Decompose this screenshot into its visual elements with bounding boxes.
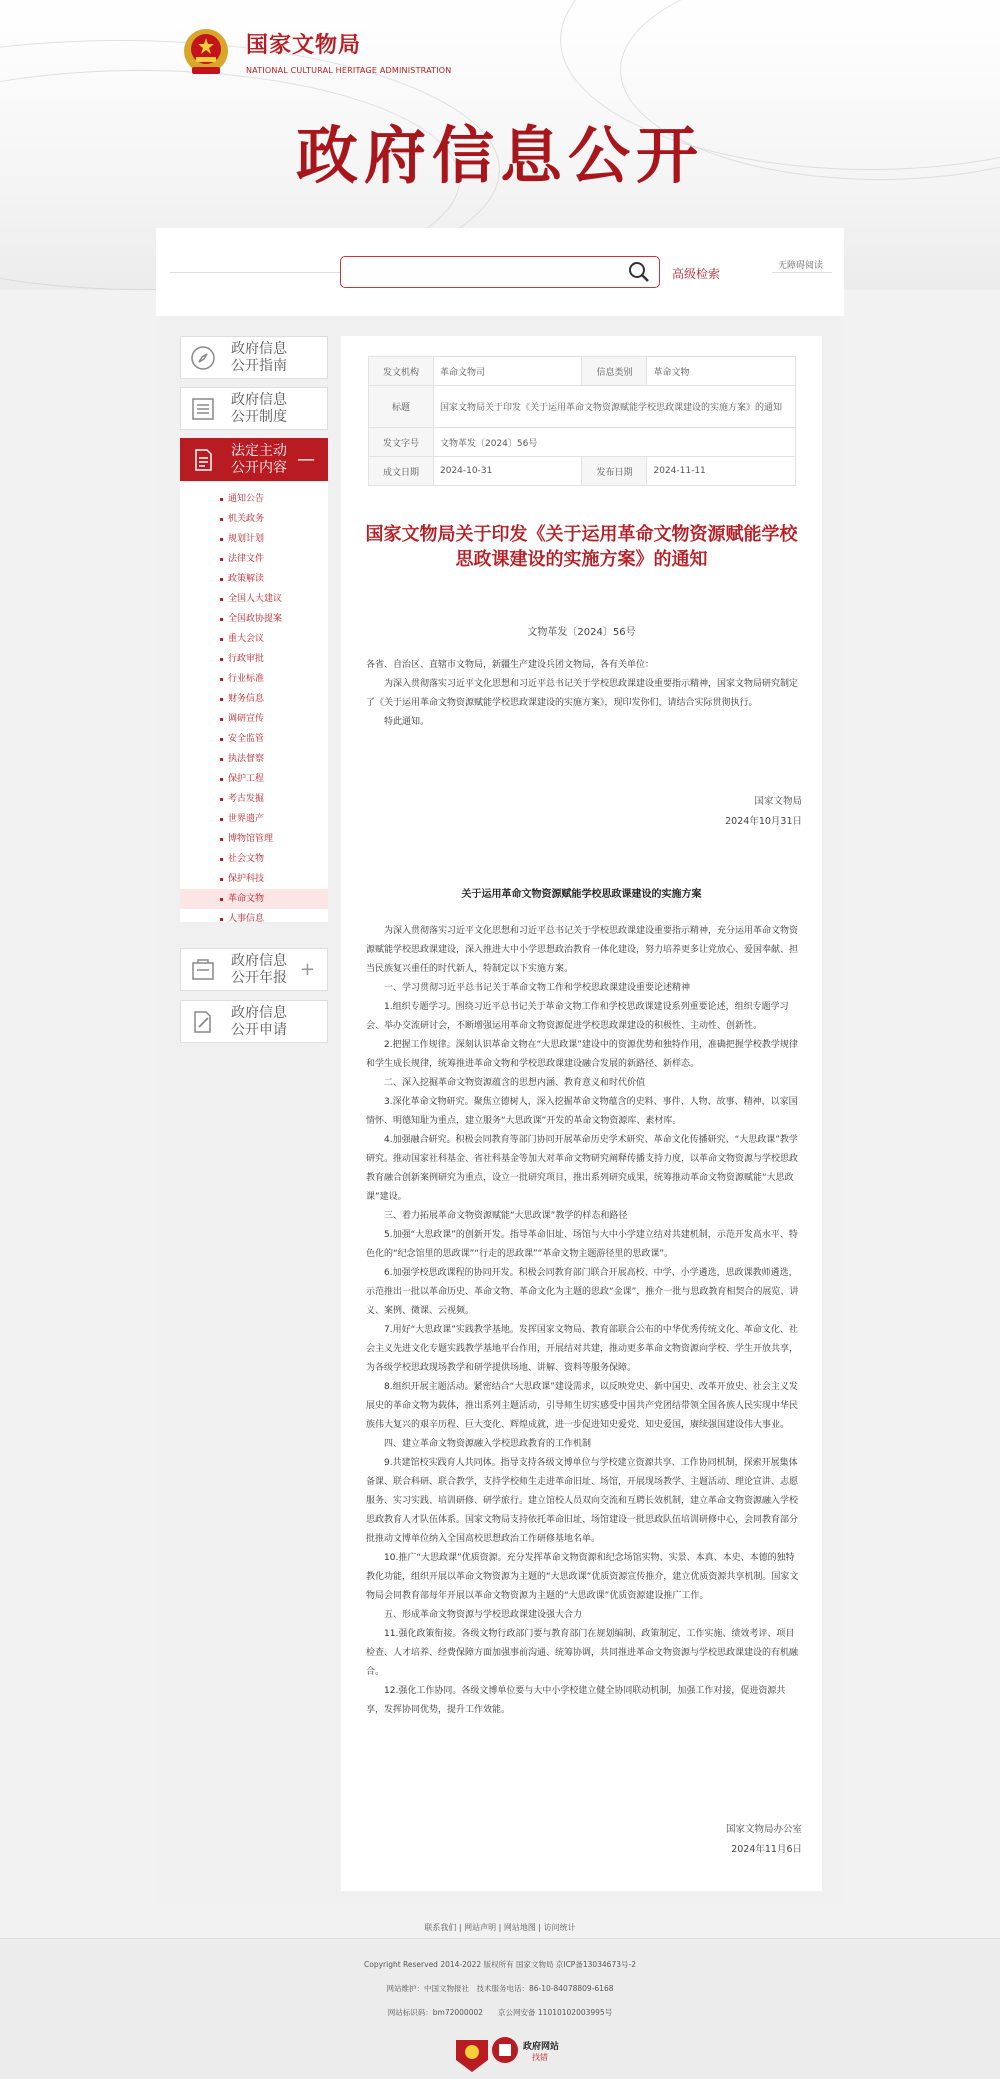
site-maintainer: 网站维护：中国文物报社 技术服务电话：86-10-84078809-6168: [386, 1984, 614, 1993]
signature-date: 2024年10月31日: [725, 816, 802, 827]
compass-icon: [190, 345, 216, 371]
plan-title: 关于运用革命文物资源赋能学校思政课建设的实施方案: [461, 889, 702, 900]
intro-paragraph: 为深入贯彻落实习近平文化思想和习近平总书记关于学校思政课建设重要指示精神，国家文物局研究制定了《关于运用革命文物资源赋能学校思政课建设的实施方案》，现印发你们，请结合实际贯彻执行。: [366, 679, 799, 708]
subnav-item[interactable]: 财务信息: [180, 689, 328, 709]
expand-icon[interactable]: +: [299, 959, 315, 980]
subnav-item[interactable]: 调研宣传: [180, 709, 328, 729]
site-code: 网站标识码：bm72000002 京公网安备 11010102003995号: [387, 2008, 613, 2017]
subnav-item[interactable]: 保护科技: [180, 869, 328, 889]
subnav-item[interactable]: 全国人大建议: [180, 589, 328, 609]
page-title: 政府信息公开: [295, 119, 704, 192]
plan-paragraph: 11.强化政策衔接。各级文物行政部门要与教育部门在规划编制、政策制定、工作实施、绩效考评、项目检查、人才培养、经费保障方面加强事前沟通、统筹协调，共同推进革命文物资源与学校思政课建设的有机融合。: [366, 1629, 799, 1677]
plan-paragraph: 2.把握工作规律。深刻认识革命文物在“大思政课”建设中的资源优势和独特作用，准确把握学校教学规律和学生成长规律，统筹推进革命文物和学校思政课建设融合发展的新路径、新样态。: [366, 1040, 798, 1069]
signature-block-2: [726, 1820, 802, 1860]
org-name[interactable]: 国家文物局: [246, 33, 362, 58]
signature-date: 2024年11月6日: [731, 1844, 802, 1855]
sidebar-item-guide[interactable]: [180, 336, 328, 379]
sidebar-item-application[interactable]: [180, 1000, 328, 1043]
search-bar: [156, 228, 844, 316]
error-report-label[interactable]: 政府网站: [523, 2042, 560, 2052]
plan-paragraph: 4.加强融合研究。积极会同教育等部门协同开展革命历史学术研究、革命文化传播研究、“大思政课”教学研究。推动国家社科基金、省社科基金等加大对革命文物研究阐释传播支持力度，以革命文物资源与学校思政教育融合创新案例研究为重点，设立一批研究项目，推出系列研究成果，统筹推动革命文物资源赋能“大思政课”建设。: [366, 1135, 799, 1202]
error-report-sublabel[interactable]: 找错: [532, 2053, 548, 2062]
collapse-icon[interactable]: —: [297, 449, 315, 470]
subnav-item[interactable]: 博物馆管理: [180, 829, 328, 849]
sidebar-item-system[interactable]: [180, 387, 328, 430]
sidebar-item-label: 政府信息 公开申请: [231, 1005, 287, 1038]
copyright: Copyright Reserved 2014-2022 版权所有 国家文物局 京ICP备13034673号-2: [364, 1960, 636, 1969]
subnav-item[interactable]: 安全监管: [180, 729, 328, 749]
subnav-item[interactable]: 法律文件: [180, 549, 328, 569]
subnav-item[interactable]: 行政审批: [180, 649, 328, 669]
footer: [0, 1938, 1000, 2079]
closing: 特此通知。: [384, 717, 430, 727]
subnav-item[interactable]: 通知公告: [180, 489, 328, 509]
plan-paragraph: 一、学习贯彻习近平总书记关于革命文物工作和学校思政课建设重要论述精神: [384, 983, 691, 993]
edit-icon: [190, 1009, 216, 1035]
error-report-icon[interactable]: [490, 2035, 520, 2065]
accessibility-link[interactable]: 无障碍阅读: [778, 261, 824, 271]
plan-paragraph: 5.加强“大思政课”的创新开发。指导革命旧址、场馆与大中小学建立结对共建机制，示范开发高水平、特色化的“纪念馆里的思政课”“行走的思政课”“革命文物主题游径里的思政课”。: [366, 1230, 798, 1259]
plan-paragraph: 6.加强学校思政课程的协同开发。积极会同教育部门联合开展高校、中学、小学遴选，思政课教师遴选，示范推出一批以革命历史、革命文物、革命文化为主题的思政“金课”，推介一批与思政教育相契合的展览、讲义、案例、微课、云视频。: [366, 1268, 799, 1316]
subnav-item[interactable]: 人事信息: [180, 909, 328, 929]
plan-paragraph: 7.用好“大思政课”实践教学基地。发挥国家文物局、教育部联合公布的中华优秀传统文化、革命文化、社会主义先进文化专题实践教学基地平台作用，开展结对共建，推动更多革命文物资源向学校、学生开放共享，为各级学校思政现场教学和研学提供场地、讲解、资料等服务保障。: [366, 1325, 799, 1373]
sidebar-item-statutory-content[interactable]: [180, 438, 328, 481]
meta-label: 发文字号: [369, 428, 434, 457]
meta-issuer: 革命文物司: [434, 357, 582, 386]
subnav-item[interactable]: 社会文物: [180, 849, 328, 869]
signature-block: [725, 792, 802, 832]
report-icon: [190, 957, 216, 983]
subnav-item[interactable]: 执法督察: [180, 749, 328, 769]
plan-paragraph: 三、着力拓展革命文物资源赋能“大思政课”教学的样态和路径: [384, 1211, 628, 1221]
subnav-item[interactable]: 规划计划: [180, 529, 328, 549]
signature-org: 国家文物局办公室: [725, 1824, 802, 1835]
plan-paragraph: 9.共建馆校实践育人共同体。指导支持各级文博单位与学校建立资源共享、工作协同机制，探索开展集体备课、联合科研、联合教学，支持学校师生走进革命旧址、场馆，开展现场教学、主题活动、理论宣讲、志愿服务、实习实践、培训研修、研学旅行。建立馆校人员双向交流和互聘长效机制，建立革命文物资源融入学校思政教育人才队伍体系。国家文物局支持依托革命旧址、场馆建设一批思政队伍培训研修中心，会同教育部分批推动文博单位纳入全国高校思想政治工作研修基地名单。: [366, 1458, 799, 1544]
search-icon[interactable]: [626, 261, 652, 283]
search-input[interactable]: [340, 256, 660, 288]
plan-paragraph: 1.组织专题学习。围绕习近平总书记关于革命文物工作和学校思政课建设系列重要论述，组织专题学习会、举办交流研讨会，不断增强运用革命文物资源促进学校思政课建设的积极性、主动性、创新性。: [366, 1002, 789, 1031]
subnav-item[interactable]: 全国政协提案: [180, 609, 328, 629]
meta-category: 革命文物: [647, 357, 796, 386]
notice-body: [366, 656, 800, 732]
meta-label: 发布日期: [582, 457, 647, 486]
plan-body: [366, 922, 800, 1720]
sidebar-subnav: [180, 482, 328, 922]
plan-paragraph: 8.组织开展主题活动。紧密结合“大思政课”建设需求，以反映党史、新中国史、改革开放史、社会主义发展史的革命文物为载体，推出系列主题活动，引导师生切实感受中国共产党团结带领全国各族人民实现中华民族伟大复兴的艰辛历程、巨大变化、辉煌成就，进一步促进知史爱党、知史爱国，赓续强国建设伟大事业。: [366, 1382, 799, 1430]
subnav-item[interactable]: 考古发掘: [180, 789, 328, 809]
meta-docno: 文物革发〔2024〕56号: [434, 428, 796, 457]
plan-paragraph: 四、建立革命文物资源融入学校思政教育的工作机制: [384, 1439, 592, 1449]
article-panel: [341, 336, 822, 1891]
sidebar-item-label: 政府信息 公开指南: [231, 341, 287, 374]
sidebar-item-label: 政府信息 公开年报: [231, 953, 287, 986]
subnav-item[interactable]: 政策解读: [180, 569, 328, 589]
subnav-item[interactable]: 机关政务: [180, 509, 328, 529]
meta-label: 信息类别: [582, 357, 647, 386]
party-government-badge-icon[interactable]: [452, 2034, 492, 2074]
meta-date: 2024-10-31: [434, 457, 582, 486]
sidebar-item-label: 政府信息 公开制度: [231, 392, 287, 425]
document-number: 文物革发〔2024〕56号: [527, 627, 636, 638]
plan-paragraph: 为深入贯彻落实习近平文化思想和习近平总书记关于学校思政课建设重要指示精神，充分运用革命文物资源赋能学校思政课建设，深入推进大中小学思想政治教育一体化建设，努力培养更多让党放心、爱国奉献、担当民族复兴重任的时代新人，特制定以下实施方案。: [366, 926, 799, 974]
national-emblem-icon[interactable]: [182, 27, 230, 77]
footer-links[interactable]: 联系我们 | 网站声明 | 网站地图 | 访问统计: [424, 1923, 576, 1932]
org-name-english: NATIONAL CULTURAL HERITAGE ADMINISTRATION: [246, 66, 452, 75]
divider: [170, 272, 345, 273]
plan-paragraph: 二、深入挖掘革命文物资源蕴含的思想内涵、教育意义和时代价值: [384, 1078, 646, 1088]
meta-label: 标题: [369, 386, 434, 428]
sidebar-item-label: 法定主动 公开内容: [231, 443, 287, 476]
meta-title: 国家文物局关于印发《关于运用革命文物资源赋能学校思政课建设的实施方案》的通知: [434, 386, 796, 428]
subnav-item[interactable]: 重大会议: [180, 629, 328, 649]
subnav-item[interactable]: 世界遗产: [180, 809, 328, 829]
plan-paragraph: 3.深化革命文物研究。聚焦立德树人，深入挖掘革命文物蕴含的史料、事件、人物、故事、精神，以家国情怀、明德知耻为重点，建立服务“大思政课”开发的革命文物资源库、素材库。: [366, 1097, 798, 1126]
signature-org: 国家文物局: [754, 796, 802, 807]
advanced-search-link[interactable]: 高级检索: [672, 267, 721, 281]
subnav-item[interactable]: 保护工程: [180, 769, 328, 789]
plan-paragraph: 12.强化工作协同。各级文博单位要与大中小学校建立健全协同联动机制，加强工作对接，促进资源共享，发挥协同优势，提升工作效能。: [366, 1686, 786, 1715]
sidebar-item-annual-report[interactable]: [180, 948, 328, 991]
meta-label: 发文机构: [369, 357, 434, 386]
document-icon: [190, 447, 216, 473]
subnav-item[interactable]: 行业标准: [180, 669, 328, 689]
meta-pubdate: 2024-11-11: [647, 457, 796, 486]
plan-paragraph: 10.推广“大思政课”优质资源。充分发挥革命文物资源和纪念场馆实物、实景、本真、本史、本德的独特教化功能，组织开展以革命文物资源为主题的“大思政课”优质资源宣传推介，建立优质资源共享机制。国家文物局会同教育部每年开展以革命文物资源为主题的“大思政课”优质资源建设推广工作。: [366, 1553, 799, 1601]
plan-paragraph: 五、形成革命文物资源与学校思政课建设强大合力: [384, 1610, 583, 1620]
list-icon: [190, 396, 216, 422]
salutation: 各省、自治区、直辖市文物局，新疆生产建设兵团文物局，各有关单位：: [366, 660, 655, 670]
subnav-item[interactable]: 革命文物: [180, 889, 328, 909]
divider: [772, 272, 832, 273]
article-title: 国家文物局关于印发《关于运用革命文物资源赋能学校思政课建设的实施方案》的通知: [365, 524, 798, 570]
meta-label: 成文日期: [369, 457, 434, 486]
metadata-table: [368, 356, 796, 486]
